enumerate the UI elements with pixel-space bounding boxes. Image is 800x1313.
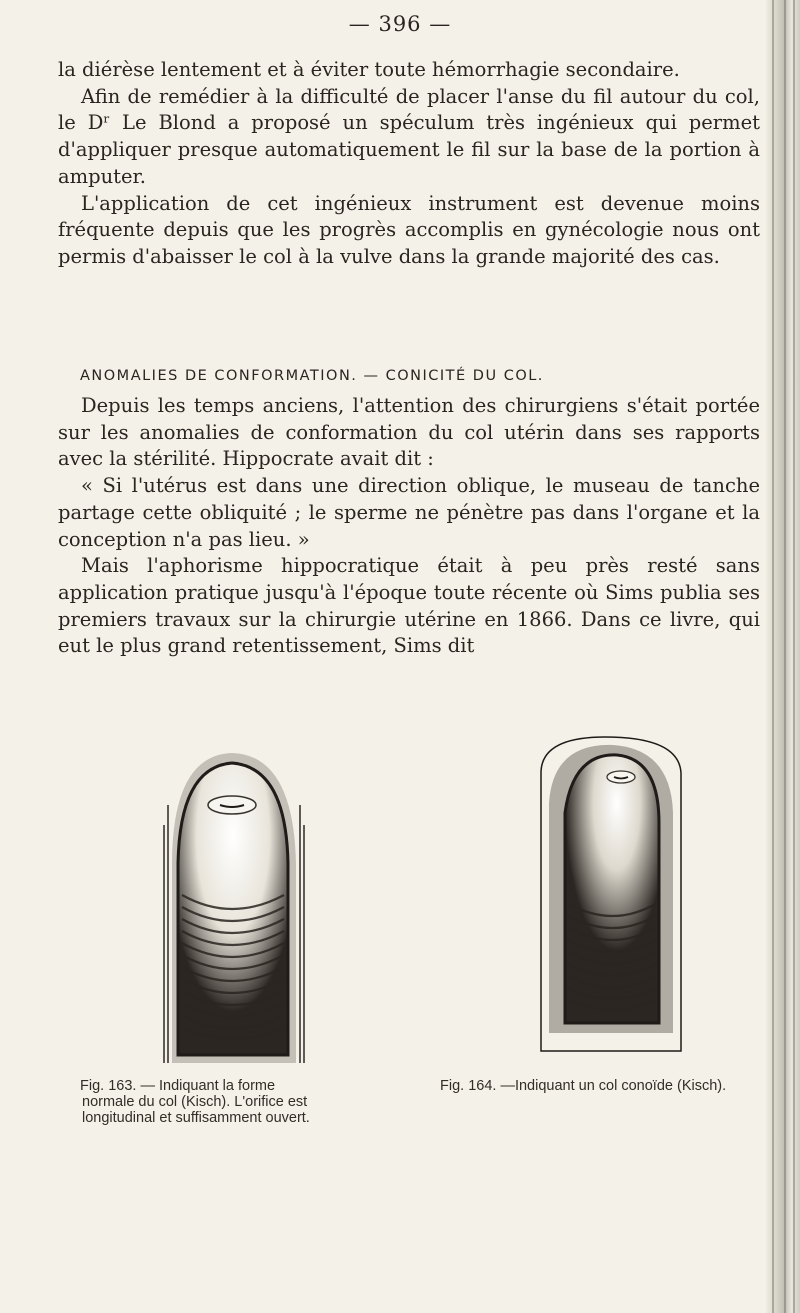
paragraph: L'application de cet ingénieux instrument est devenue moins fréquente depuis que les progrès accomplis en gynécologie nous ont permis d'abaisser le col à la vulve dans la grande majorité des cas.: [58, 191, 760, 268]
page-edge-line: [784, 0, 786, 1313]
page-edge-line: [772, 0, 774, 1313]
paragraph: Mais l'aphorisme hippocratique était à peu près resté sans application pratique jusqu'à l'époque toute récente où Sims publia ses premiers travaux sur la chirurgie utérine en 1866. Dans ce livre, qui eut le plus grand retentissement, Sims dit: [58, 554, 760, 658]
figure-caption: Fig. 163. — Indiquant la forme normale du col (Kisch). L'orifice est longitudinal et suffisamment ouvert.: [80, 1078, 310, 1126]
paragraph: la diérèse lentement et à éviter toute hémorrhagie secondaire.: [58, 58, 680, 81]
paragraph: Afin de remédier à la difficulté de placer l'anse du fil autour du col, le Dʳ Le Blond a proposé un spéculum très ingénieux qui permet d'appliquer presque automatiquement le fil sur la base de la portion à amputer.: [58, 84, 760, 188]
page-number: — 396 —: [348, 12, 452, 36]
page-edge: [766, 0, 800, 1313]
cervix-conoid-illustration: [535, 733, 685, 1058]
cervix-normal-illustration: [160, 745, 305, 1070]
figure-caption: Fig. 164. —Indiquant un col conoïde (Kisch).: [440, 1078, 727, 1094]
quotation: « Si l'utérus est dans une direction oblique, le museau de tanche partage cette obliquité ; le sperme ne pénètre pas dans l'organe et la conception n'a pas lieu. »: [58, 474, 760, 551]
body-text-part2: [58, 393, 760, 660]
page-edge-line: [793, 0, 795, 1313]
paragraph: Depuis les temps anciens, l'attention des chirurgiens s'était portée sur les anomalies de conformation du col utérin dans ses rapports avec la stérilité. Hippocrate avait dit :: [58, 394, 760, 471]
section-heading: ANOMALIES DE CONFORMATION. — CONICITÉ DU COL.: [80, 368, 544, 384]
body-text-part1: [58, 57, 760, 271]
